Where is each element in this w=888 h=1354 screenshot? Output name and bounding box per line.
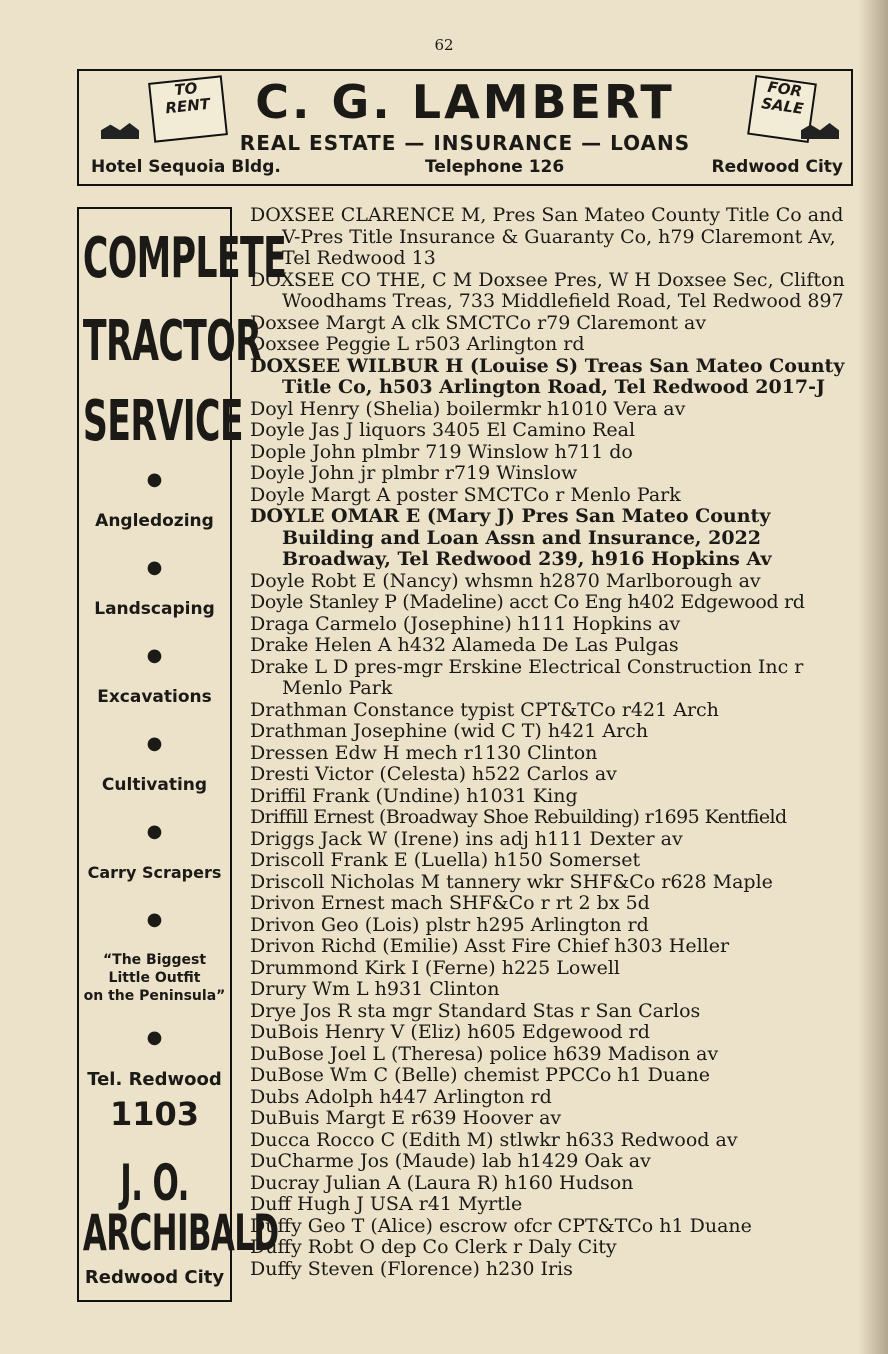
directory-entry: Drathman Josephine (wid C T) h421 Arch [250,720,649,742]
directory-entry: Drathman Constance typist CPT&TCo r421 Arch [250,698,719,721]
directory-entry: Ducca Rocco C (Edith M) stlwkr h633 Redwood av [250,1128,738,1151]
headline-tractor: TRACTOR [82,309,262,374]
side-name-initials: J. O. [120,1154,189,1212]
headline-complete: COMPLETE [82,226,287,291]
directory-entry: Drivon Ernest mach SHF&Co r rt 2 bx 5d [250,892,650,914]
directory-entry: Duff Hugh J USA r41 Myrtle [250,1193,523,1215]
directory-entry: Drye Jos R sta mgr Standard Stas r San Carlos [250,999,701,1022]
directory-entry: Dresti Victor (Celesta) h522 Carlos av [250,763,617,785]
directory-listing [250,205,860,1280]
page-edge-shadow [858,0,888,1354]
directory-entry: DuBose Wm C (Belle) chemist PPCCo h1 Duane [250,1064,710,1086]
ad-telephone: Telephone 126 [425,157,565,177]
directory-entry: DuBois Henry V (Eliz) h605 Edgewood rd [250,1021,650,1043]
directory-entry: Driggs Jack W (Irene) ins adj h111 Dexter av [250,827,683,850]
lambert-advertisement [77,69,853,186]
bullet-icon: ● [146,1027,163,1048]
directory-entry: Draga Carmelo (Josephine) h111 Hopkins av [250,612,681,635]
directory-entry: Doyle Margt A poster SMCTCo r Menlo Park [250,483,681,506]
bullet-icon: ● [146,557,163,578]
for-sale-sign-icon: FOR SALE [747,75,817,143]
page-number: 62 [434,36,454,54]
bullet-icon: ● [146,645,163,666]
directory-entry: Dople John plmbr 719 Winslow h711 do [250,440,633,463]
ad-city: Redwood City [711,157,843,177]
directory-entry: Doyl Henry (Shelia) boilermkr h1010 Vera av [250,397,686,420]
ad-address: Hotel Sequoia Bldg. [91,157,281,177]
directory-entry: Drummond Kirk I (Ferne) h225 Lowell [250,956,620,979]
directory-entry: DOXSEE CLARENCE M, Pres San Mateo County Title Co and V-Pres Title Insurance & Guaranty Co, h79 Claremont Av, Tel Redwood 13 [250,204,844,269]
side-city: Redwood City [84,1267,225,1288]
directory-entry: Dressen Edw H mech r1130 Clinton [250,741,598,764]
service-item: Cultivating [101,775,208,795]
directory-entry: DuBose Joel L (Theresa) police h639 Madison av [250,1042,719,1065]
tractor-service-advertisement [77,207,287,1302]
directory-entry: Doyle Jas J liquors 3405 El Camino Real [250,419,636,441]
service-item: Excavations [97,687,212,707]
side-name-surname: ARCHIBALD [82,1204,279,1262]
directory-entry: Doxsee Margt A clk SMCTCo r79 Claremont av [250,311,707,334]
directory-entry: Duffy Steven (Florence) h230 Iris [250,1257,573,1280]
service-item: Landscaping [94,599,215,619]
directory-entry: Drivon Geo (Lois) plstr h295 Arlington rd [250,913,649,936]
directory-entry: DuBuis Margt E r639 Hoover av [250,1107,562,1129]
service-item: Angledozing [95,511,214,531]
bullet-icon: ● [146,469,163,490]
directory-entry: Driffil Frank (Undine) h1031 King [250,784,578,807]
directory-entry: Drury Wm L h931 Clinton [250,978,500,1000]
directory-entry: Ducray Julian A (Laura R) h160 Hudson [250,1171,634,1194]
directory-entry: Drake Helen A h432 Alameda De Las Pulgas [250,634,679,656]
directory-entry: Driscoll Nicholas M tannery wkr SHF&Co r628 Maple [250,870,773,893]
directory-entry: Doyle Robt E (Nancy) whsmn h2870 Marlborough av [250,569,761,592]
bullet-icon: ● [146,733,163,754]
directory-entry: DuCharme Jos (Maude) lab h1429 Oak av [250,1150,651,1172]
headline-service: SERVICE [82,389,243,454]
directory-entry: Driffill Ernest (Broadway Shoe Rebuilding) r1695 Kentfield [250,806,787,828]
directory-entry: DOYLE OMAR E (Mary J) Pres San Mateo County Building and Loan Assn and Insurance, 2022 Broadway, Tel Redwood 239, h916 Hopkins Av [250,505,772,570]
directory-entry: DOXSEE WILBUR H (Louise S) Treas San Mateo County Title Co, h503 Arlington Road, Tel Redwood 2017-J [250,354,845,398]
directory-entry: Duffy Geo T (Alice) escrow ofcr CPT&TCo h1 Duane [250,1214,752,1237]
side-tel-number: 1103 [109,1095,200,1133]
ad-slogan: “The Biggest Little Outfit on the Peninsula” [83,952,226,1004]
directory-entry: Doyle Stanley P (Madeline) acct Co Eng h402 Edgewood rd [250,591,805,613]
directory-entry: Drivon Richd (Emilie) Asst Fire Chief h303 Heller [250,935,730,957]
directory-entry: Doyle John jr plmbr r719 Winslow [250,462,578,484]
side-tel-label: Tel. Redwood [87,1069,222,1090]
ad-title: C. G. LAMBERT [255,75,675,129]
ad-subtitle: REAL ESTATE — INSURANCE — LOANS [239,131,691,155]
directory-entry: Duffy Robt O dep Co Clerk r Daly City [250,1236,617,1258]
directory-entry: DOXSEE CO THE, C M Doxsee Pres, W H Doxsee Sec, Clifton Woodhams Treas, 733 Middlefield Road, Tel Redwood 897 [250,268,845,312]
bullet-icon: ● [146,821,163,842]
directory-entry: Doxsee Peggie L r503 Arlington rd [250,333,585,355]
directory-entry: Dubs Adolph h447 Arlington rd [250,1085,552,1108]
directory-entry: Drake L D pres-mgr Erskine Electrical Construction Inc r Menlo Park [250,655,804,699]
service-item: Carry Scrapers [87,863,222,882]
to-rent-sign-icon: TO RENT [148,75,228,142]
directory-entry: Driscoll Frank E (Luella) h150 Somerset [250,849,641,871]
bullet-icon: ● [146,909,163,930]
